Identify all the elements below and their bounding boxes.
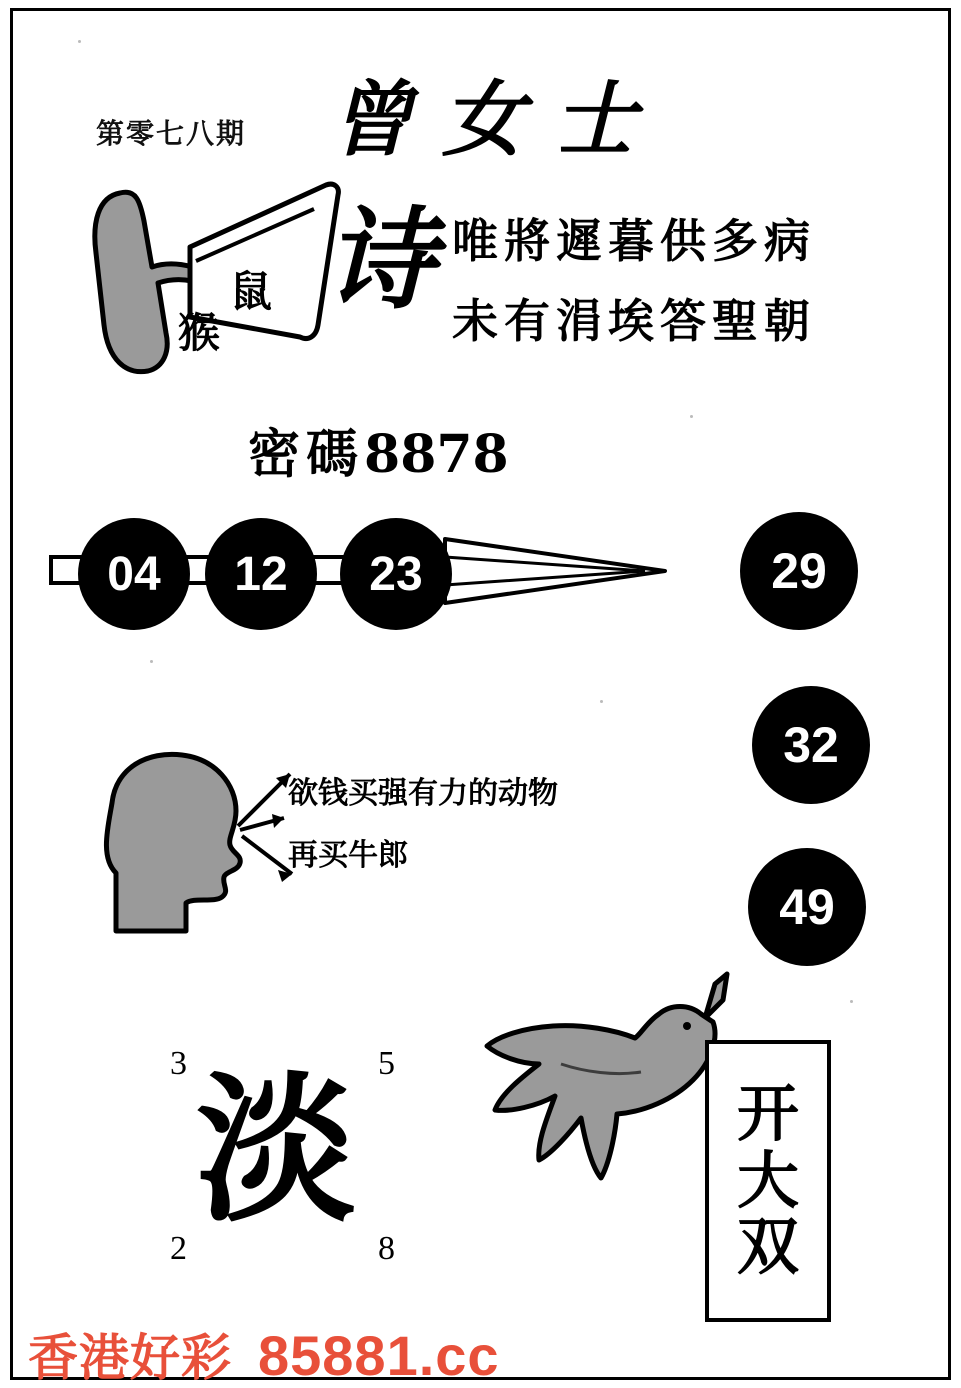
footer-site: 85881.cc [258, 1324, 500, 1387]
speckle [78, 40, 81, 43]
number-ball: 32 [752, 686, 870, 804]
password-label: 密碼 [248, 424, 365, 485]
vertical-sign-char-1: 开 [736, 1076, 799, 1150]
number-ball: 49 [748, 848, 866, 966]
number-ball: 23 [340, 518, 452, 630]
number-ball: 04 [78, 518, 190, 630]
number-ball: 29 [740, 512, 858, 630]
center-character: 淡 [196, 1056, 357, 1244]
number-ball: 12 [205, 518, 317, 630]
speckle [150, 660, 153, 663]
page-title: 曾女士 [330, 72, 666, 168]
corner-digit-bottom-right: 8 [378, 1230, 395, 1267]
password-row [248, 412, 509, 487]
vertical-sign-char-2: 大 [736, 1143, 799, 1217]
corner-digit-top-left: 3 [170, 1045, 187, 1082]
poem-glyph: 诗 [325, 195, 435, 324]
corner-digit-bottom-left: 2 [170, 1230, 187, 1267]
zodiac-top: 鼠 [230, 267, 273, 316]
footer [28, 1318, 500, 1388]
poem-line-2: 未有涓埃答聖朝 [452, 294, 816, 348]
corner-digit-top-right: 5 [378, 1045, 395, 1082]
speckle [600, 700, 603, 703]
poem-line-1: 唯將遲暮供多病 [452, 214, 816, 268]
password-digits: 8878 [364, 424, 509, 485]
vertical-sign [705, 1040, 831, 1322]
zodiac-box [168, 245, 328, 365]
issue-label: 第零七八期 [96, 117, 247, 150]
zodiac-bottom: 猴 [178, 308, 221, 357]
footer-brand: 香港好彩 [28, 1328, 232, 1387]
speech-line-2: 再买牛郎 [288, 838, 408, 873]
speckle [850, 1000, 853, 1003]
vertical-sign-char-3: 双 [736, 1210, 799, 1284]
speckle [690, 415, 693, 418]
speech-line-1: 欲钱买强有力的动物 [288, 776, 558, 811]
